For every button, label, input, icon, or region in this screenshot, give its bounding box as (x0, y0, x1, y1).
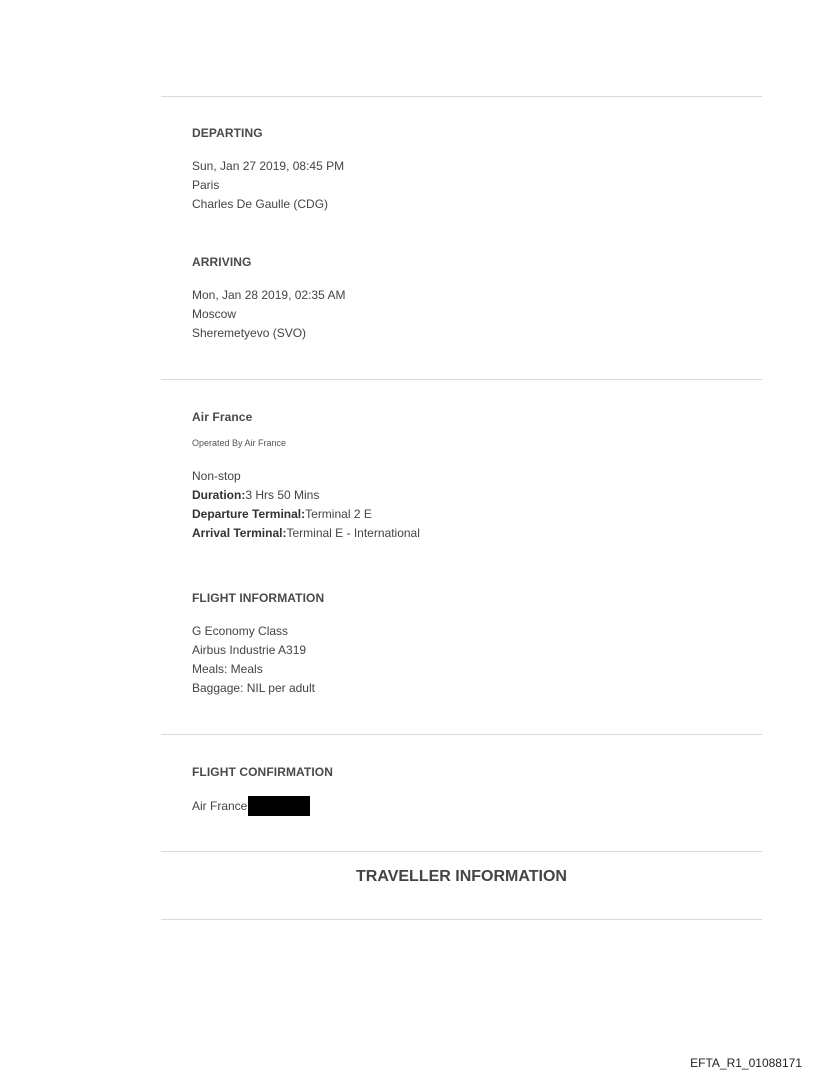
departing-heading: DEPARTING (192, 126, 263, 140)
confirmation-line (192, 796, 752, 816)
divider-after-flight-info (161, 734, 762, 735)
traveller-information-title: TRAVELLER INFORMATION (356, 868, 567, 885)
departure-terminal-line (192, 505, 752, 524)
aircraft: Airbus Industrie A319 (192, 643, 307, 657)
duration-label: Duration: (192, 488, 246, 502)
divider-top (161, 96, 762, 97)
flight-confirmation-heading: FLIGHT CONFIRMATION (192, 765, 333, 779)
arrival-terminal-value: Terminal E - International (286, 526, 420, 540)
divider-before-traveller (161, 851, 762, 852)
arrival-terminal-label: Arrival Terminal: (192, 526, 287, 540)
arriving-datetime: Mon, Jan 28 2019, 02:35 AM (192, 288, 346, 302)
flight-information-heading: FLIGHT INFORMATION (192, 591, 325, 605)
duration-line (192, 486, 752, 505)
arriving-city: Moscow (192, 307, 237, 321)
document-id: EFTA_R1_01088171 (690, 1056, 802, 1070)
operated-by: Operated By Air France (192, 438, 287, 448)
cabin-class: G Economy Class (192, 624, 289, 638)
departure-terminal-value: Terminal 2 E (305, 507, 372, 521)
arriving-heading: ARRIVING (192, 255, 252, 269)
carrier-name: Air France (192, 410, 253, 424)
divider-after-traveller (161, 919, 762, 920)
departing-datetime: Sun, Jan 27 2019, 08:45 PM (192, 159, 345, 173)
carrier-section (192, 410, 752, 543)
meals: Meals: Meals (192, 662, 263, 676)
duration-value: 3 Hrs 50 Mins (245, 488, 320, 502)
departing-airport: Charles De Gaulle (CDG) (192, 197, 329, 211)
arrival-terminal-line (192, 524, 752, 543)
flight-information-section (192, 591, 752, 698)
confirmation-airline: Air France (192, 799, 248, 813)
arriving-airport: Sheremetyevo (SVO) (192, 326, 307, 340)
stops: Non-stop (192, 469, 241, 483)
divider-after-arriving (161, 379, 762, 380)
arriving-section (192, 255, 752, 343)
redaction-box (248, 796, 310, 816)
flight-confirmation-section (192, 765, 752, 816)
departing-city: Paris (192, 178, 220, 192)
departing-section (192, 126, 752, 214)
baggage: Baggage: NIL per adult (192, 681, 315, 695)
departure-terminal-label: Departure Terminal: (192, 507, 306, 521)
